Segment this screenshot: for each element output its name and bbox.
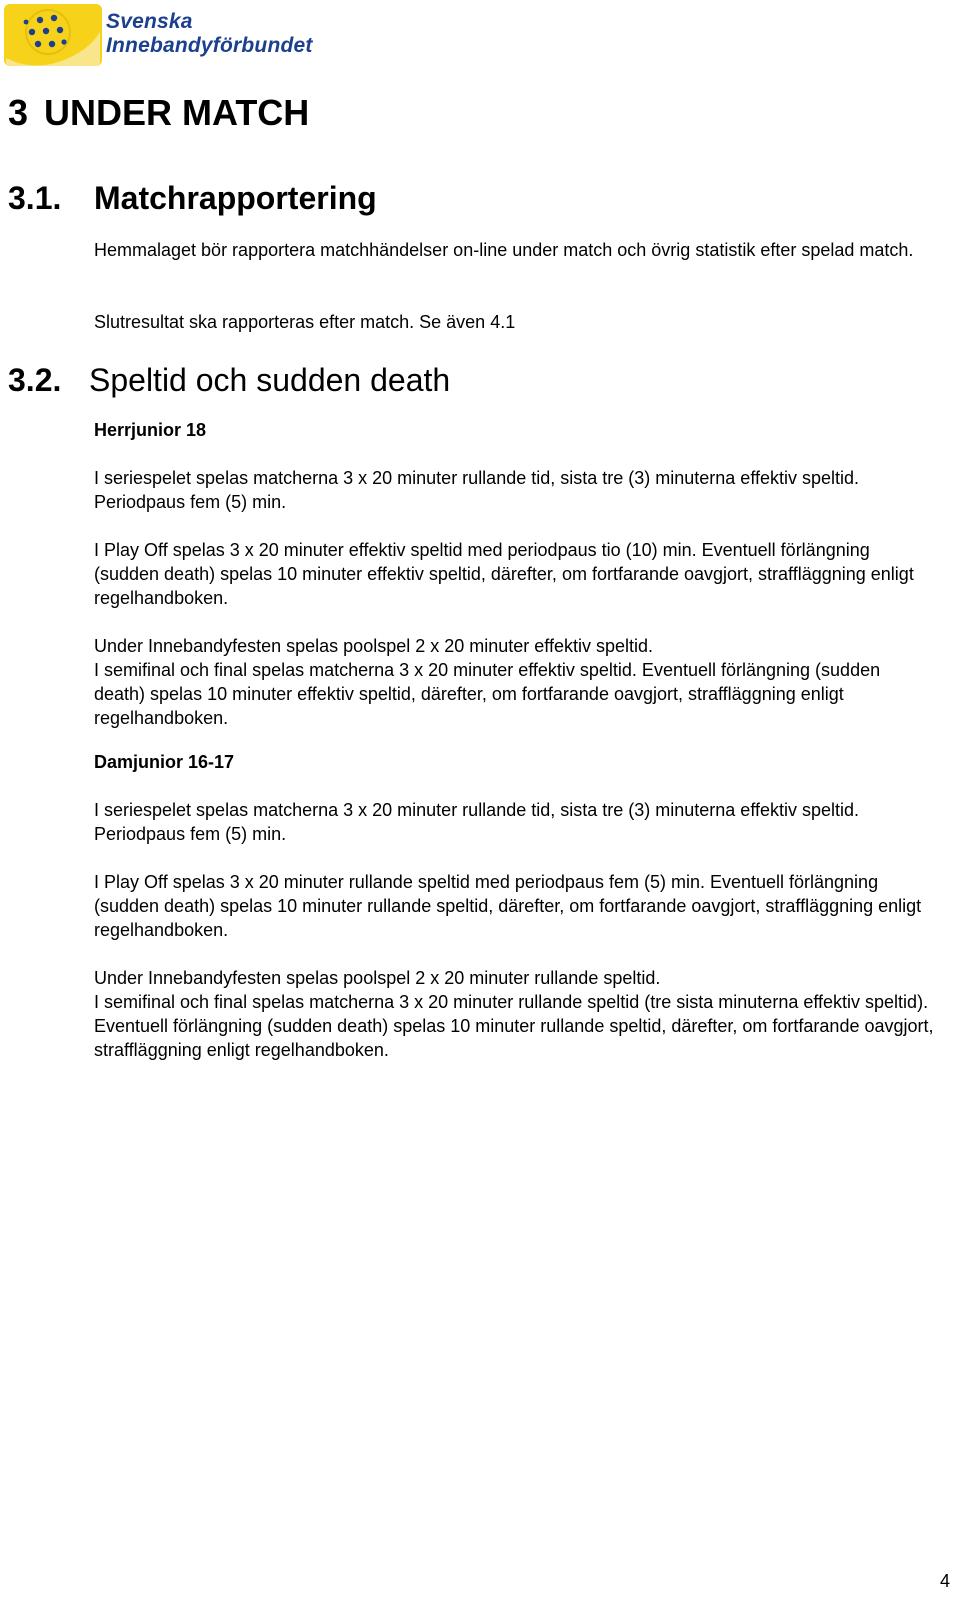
- section-heading-3-2: [8, 362, 450, 399]
- paragraph: Slutresultat ska rapporteras efter match. Se även 4.1: [94, 312, 516, 332]
- paragraph: I Play Off spelas 3 x 20 minuter effektiv speltid med periodpaus tio (10) min. Eventuell förlängning (sudden death) spelas 10 minuter effektiv speltid, därefter, om fortfarande oavgjort, straffläggning enligt regelhandboken.: [94, 540, 914, 608]
- paragraph: I semifinal och final spelas matcherna 3 x 20 minuter rullande speltid (tre sista minuterna effektiv speltid). Eventuell förlängning (sudden death) spelas 10 minuter rullande speltid, därefter, om fortfarande oavgjort, straffläggning enligt regelhandboken.: [94, 992, 934, 1060]
- paragraph: I seriespelet spelas matcherna 3 x 20 minuter rullande tid, sista tre (3) minuterna effektiv speltid. Periodpaus fem (5) min.: [94, 800, 860, 844]
- floorball-logo-icon: [4, 2, 104, 68]
- subheading-damjunior: Damjunior 16-17: [94, 752, 235, 772]
- federation-logo: [4, 2, 334, 70]
- logo-line-1: Svenska: [106, 10, 193, 33]
- logo-line-2: Innebandyförbundet: [106, 34, 313, 57]
- paragraph: I seriespelet spelas matcherna 3 x 20 minuter rullande tid, sista tre (3) minuterna effektiv speltid. Periodpaus fem (5) min.: [94, 468, 860, 512]
- chapter-heading: [8, 92, 309, 134]
- paragraph: I semifinal och final spelas matcherna 3 x 20 minuter effektiv speltid. Eventuell förlängning (sudden death) spelas 10 minuter effektiv speltid, därefter, om fortfarande oavgjort, straffläggning enligt regelhandboken.: [94, 660, 881, 728]
- paragraph: Hemmalaget bör rapportera matchhändelser on-line under match och övrig statistik efter spelad match.: [94, 240, 914, 260]
- section-title: Matchrapportering: [94, 180, 377, 216]
- section-number: 3.1.: [8, 180, 62, 216]
- paragraph: I Play Off spelas 3 x 20 minuter rullande speltid med periodpaus fem (5) min. Eventuell förlängning (sudden death) spelas 10 minuter rullande speltid, därefter, om fortfarande oavgjort, straffläggning enligt regelhandboken.: [94, 872, 922, 940]
- section-title: Speltid och sudden death: [89, 362, 451, 398]
- subheading-herrjunior: Herrjunior 18: [94, 420, 207, 440]
- paragraph: Under Innebandyfesten spelas poolspel 2 x 20 minuter rullande speltid.: [94, 968, 661, 988]
- chapter-number: 3: [8, 92, 29, 133]
- logo-wordmark: [106, 10, 313, 58]
- chapter-title: UNDER MATCH: [44, 92, 310, 133]
- page-number: 4: [939, 1571, 950, 1591]
- section-heading-3-1: [8, 180, 377, 217]
- paragraph: Under Innebandyfesten spelas poolspel 2 x 20 minuter effektiv speltid.: [94, 636, 654, 656]
- section-number: 3.2.: [8, 362, 62, 398]
